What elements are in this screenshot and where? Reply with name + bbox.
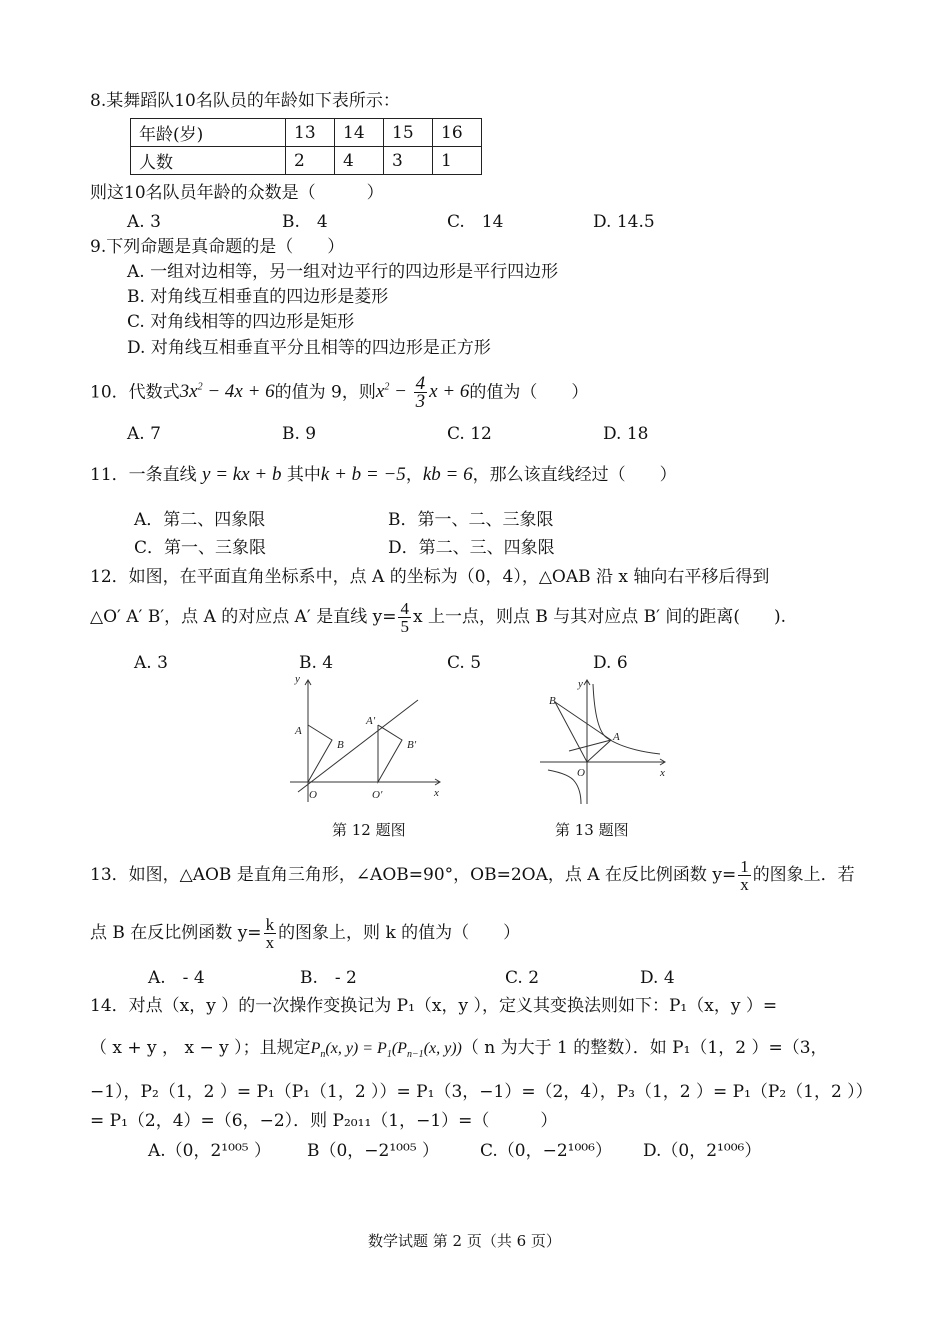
- fraction: $\frac{4}{3}$: [415, 373, 426, 413]
- label-b: B: [549, 695, 556, 707]
- q13-line2a: 点 B 在反比例函数 y=: [90, 923, 262, 943]
- q13-option-b: B. - 2: [300, 968, 357, 988]
- q14-option-b: B（0，−2¹⁰⁰⁵ ）: [307, 1141, 440, 1161]
- q13-line1a: 13．如图，△AOB 是直角三角形，∠AOB=90°，OB=2OA，点 A 在反比例函数 y=: [90, 865, 737, 885]
- label-b-prime: B′: [407, 739, 417, 751]
- label-x: x: [434, 787, 439, 799]
- fraction: [264, 916, 277, 951]
- figure-12: [280, 672, 450, 807]
- label-y: y: [578, 678, 583, 690]
- hyperbola-q1: [593, 684, 660, 754]
- table-cell: 4: [335, 147, 384, 175]
- table-cell: 2: [286, 147, 335, 175]
- q12-option-a: A. 3: [134, 653, 168, 673]
- line-y-4-5x: [298, 700, 418, 792]
- q11-option-b: B．第一、二、三象限: [388, 510, 554, 530]
- triangle-aob: [555, 702, 611, 762]
- label-x: x: [660, 767, 665, 779]
- q14-line3: −1），P₂（1，2 ）= P₁（P₁（1，2 ））= P₁（3，−1）=（2，4），P₃（1，2 ）= P₁（P₂（1，2 ））: [90, 1082, 873, 1102]
- table-row: [131, 119, 482, 147]
- q14-option-c: C.（0，−2¹⁰⁰⁶）: [480, 1141, 612, 1161]
- q12-option-d: D. 6: [593, 653, 628, 673]
- q14-option-a: A.（0，2¹⁰⁰⁵ ）: [148, 1141, 271, 1161]
- frac-num: k: [265, 915, 275, 934]
- q10-option-c: C. 12: [447, 424, 492, 444]
- math-expr: $P_n(x$, $y) = P_1(P_{n-1}(x$, y)): [310, 1040, 462, 1061]
- q12-option-c: C. 5: [447, 653, 482, 673]
- q11-mid2: ，: [405, 465, 423, 485]
- math-expr: kb = 6: [422, 464, 473, 485]
- q14-line2: [90, 1037, 828, 1066]
- label-b: B: [337, 739, 344, 751]
- triangle-oab: [308, 725, 332, 782]
- table-row: [131, 147, 482, 175]
- fraction: [398, 600, 411, 635]
- q9-option-b: B. 对角线互相垂直的四边形是菱形: [127, 287, 389, 307]
- triangle-oab-prime: [378, 725, 402, 782]
- label-o: O: [309, 789, 317, 801]
- q10-stem: [90, 368, 589, 413]
- q9-stem: 9.下列命题是真命题的是（ ）: [90, 237, 345, 257]
- q8-option-b: B. 4: [282, 212, 328, 232]
- q11-prefix: 11．一条直线: [90, 465, 197, 485]
- q14-line4: = P₁（2，4）=（6，−2）．则 P₂₀₁₁（1，−1）=（ ）: [90, 1111, 558, 1131]
- q14-line2b: （ n 为大于 1 的整数）．如 P₁（1，2 ）=（3，: [461, 1038, 828, 1058]
- figure-13-caption: 第 13 题图: [555, 821, 629, 839]
- q10-prefix: 10．代数式: [90, 382, 180, 403]
- q9-option-a: A. 一组对边相等，另一组对边平行的四边形是平行四边形: [127, 262, 559, 282]
- q8-question: 则这10名队员年龄的众数是（ ）: [90, 183, 384, 203]
- label-a-prime: A′: [366, 715, 376, 727]
- age-table: [130, 118, 482, 175]
- q8-option-a: A. 3: [127, 212, 161, 232]
- label-a: A: [295, 725, 302, 737]
- q14-line2a: （ x + y ， x − y ）；且规定: [90, 1038, 311, 1058]
- q12-option-b: B. 4: [299, 653, 334, 673]
- math-expr: $x^2$ − $\frac{4}{3}$ x + 6: [375, 373, 470, 413]
- frac-num: 4: [400, 599, 409, 618]
- math-expr: $3x^2 - 4x + 6$: [179, 381, 275, 403]
- table-cell: 16: [433, 119, 482, 147]
- q12-line2a: △O′ A′ B′，点 A 的对应点 A′ 是直线 y=: [90, 607, 397, 627]
- q11-option-d: D．第二、三、四象限: [388, 538, 555, 558]
- fraction: [738, 858, 751, 893]
- frac-num: 1: [740, 857, 749, 876]
- math-expr: k + b = −5: [320, 464, 406, 485]
- table-cell: 15: [384, 119, 433, 147]
- q12-line2b: x 上一点，则点 B 与其对应点 B′ 间的距离( ).: [412, 607, 787, 627]
- label-y: y: [295, 673, 300, 685]
- label-o: O: [577, 767, 585, 779]
- q8-option-c: C. 14: [447, 212, 504, 232]
- q11-mid1: 其中: [286, 465, 321, 485]
- q10-option-b: B. 9: [282, 424, 317, 444]
- q9-option-c: C. 对角线相等的四边形是矩形: [127, 312, 355, 332]
- q8-stem: 8.某舞蹈队10名队员的年龄如下表所示：: [90, 91, 400, 111]
- table-cell: 14: [335, 119, 384, 147]
- q13-line2: [90, 911, 520, 955]
- q11-option-a: A．第二、四象限: [134, 510, 266, 530]
- page-footer: 数学试题 第 2 页（共 6 页）: [368, 1232, 561, 1250]
- figure-13: [535, 672, 670, 807]
- q11-suffix: ，那么该直线经过（ ）: [472, 465, 677, 485]
- math-expr: y = kx + b: [202, 464, 282, 485]
- frac-den: 5: [400, 617, 409, 636]
- q12-line2: [90, 596, 786, 638]
- q13-line2b: 的图象上，则 k 的值为（ ）: [278, 923, 521, 943]
- q11-option-c: C．第一、三象限: [134, 538, 267, 558]
- q13-line1: [90, 853, 855, 897]
- q10-suffix: 的值为（ ）: [469, 382, 589, 403]
- q12-line1: 12．如图，在平面直角坐标系中，点 A 的坐标为（0，4），△OAB 沿 x 轴向右平移后得到: [90, 567, 770, 587]
- q10-option-d: D. 18: [603, 424, 649, 444]
- q10-mid: 的值为 9，则: [274, 382, 376, 403]
- q8-option-d: D. 14.5: [593, 212, 655, 232]
- table-cell: 年龄(岁): [131, 119, 286, 147]
- q14-option-d: D.（0，2¹⁰⁰⁶）: [643, 1141, 762, 1161]
- frac-den: x: [265, 933, 275, 952]
- q14-line1: 14．对点（x，y ）的一次操作变换记为 P₁（x，y ），定义其变换法则如下：P₁（x，y ）=: [90, 996, 778, 1016]
- q9-option-d: D. 对角线互相垂直平分且相等的四边形是正方形: [127, 338, 491, 358]
- label-o-prime: O′: [372, 789, 383, 801]
- q11-stem: [90, 464, 677, 486]
- q10-option-a: A. 7: [127, 424, 161, 444]
- q13-option-d: D. 4: [640, 968, 675, 988]
- table-cell: 3: [384, 147, 433, 175]
- q13-option-a: A. - 4: [148, 968, 205, 988]
- table-cell: 13: [286, 119, 335, 147]
- table-cell: 人数: [131, 147, 286, 175]
- figure-12-caption: 第 12 题图: [332, 821, 406, 839]
- q13-option-c: C. 2: [505, 968, 540, 988]
- frac-den: x: [740, 875, 749, 894]
- table-cell: 1: [433, 147, 482, 175]
- q13-line1b: 的图象上．若: [752, 865, 855, 885]
- label-a: A: [613, 731, 620, 743]
